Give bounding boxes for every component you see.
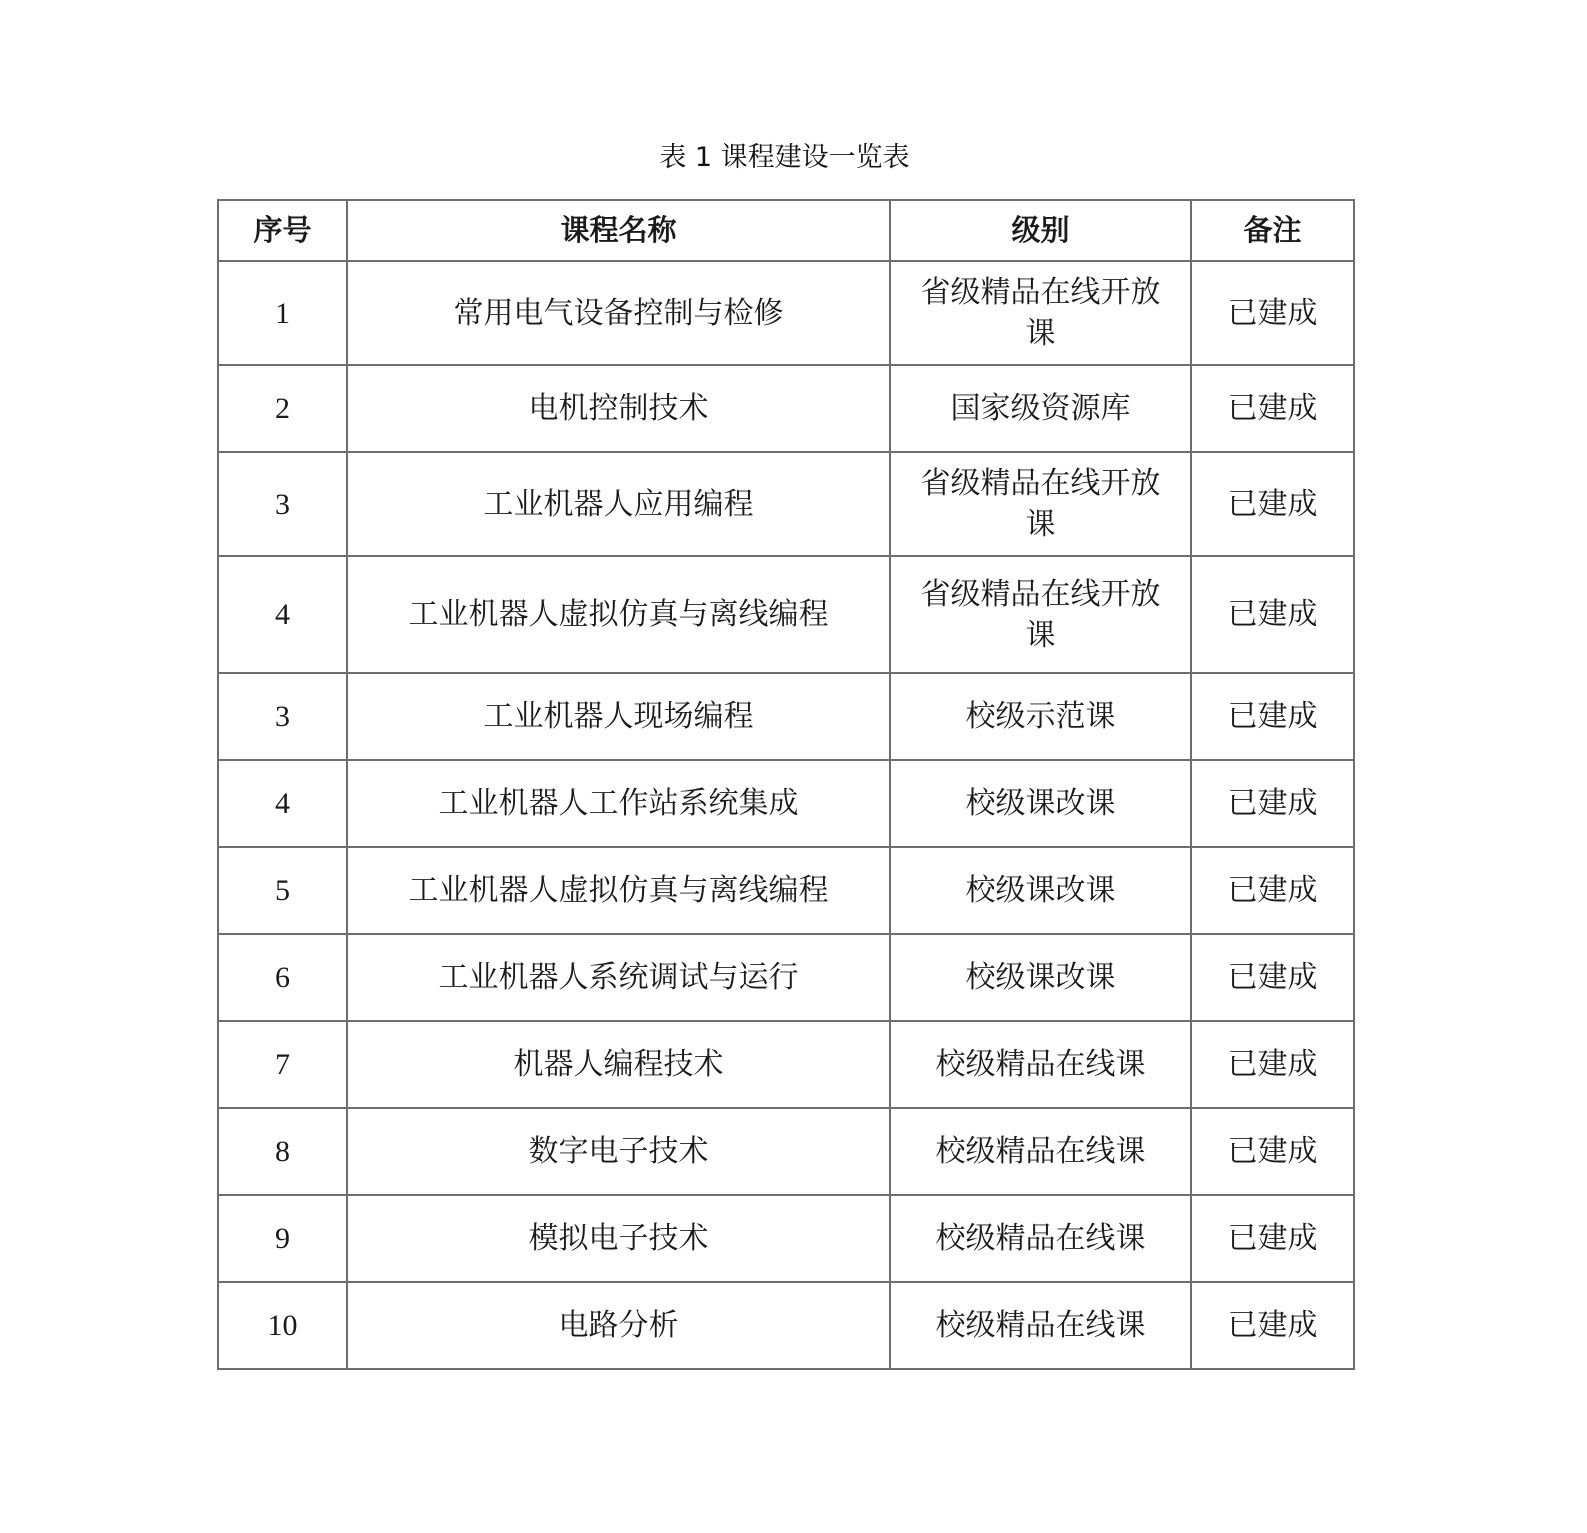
header-level: 级别 xyxy=(890,200,1191,261)
table-row xyxy=(218,1195,1354,1282)
cell-course-name: 工业机器人系统调试与运行 xyxy=(347,934,890,1021)
cell-course-name: 模拟电子技术 xyxy=(347,1195,890,1282)
cell-remarks: 已建成 xyxy=(1191,1108,1354,1195)
cell-remarks: 已建成 xyxy=(1191,673,1354,760)
cell-course-name: 数字电子技术 xyxy=(347,1108,890,1195)
cell-serial-number: 10 xyxy=(218,1282,347,1369)
cell-level: 校级课改课 xyxy=(890,934,1191,1021)
cell-remarks: 已建成 xyxy=(1191,847,1354,934)
cell-remarks: 已建成 xyxy=(1191,1195,1354,1282)
cell-remarks: 已建成 xyxy=(1191,261,1354,365)
table-caption: 表 1 课程建设一览表 xyxy=(659,142,910,173)
cell-level: 校级课改课 xyxy=(890,760,1191,847)
header-row xyxy=(218,200,1354,261)
cell-course-name: 机器人编程技术 xyxy=(347,1021,890,1108)
cell-serial-number: 7 xyxy=(218,1021,347,1108)
cell-serial-number: 2 xyxy=(218,365,347,452)
header-course-name: 课程名称 xyxy=(347,200,890,261)
table-row xyxy=(218,556,1354,673)
cell-level: 校级精品在线课 xyxy=(890,1282,1191,1369)
cell-serial-number: 3 xyxy=(218,673,347,760)
header-serial-number: 序号 xyxy=(218,200,347,261)
cell-serial-number: 3 xyxy=(218,452,347,556)
cell-remarks: 已建成 xyxy=(1191,452,1354,556)
header-remarks: 备注 xyxy=(1191,200,1354,261)
table-row xyxy=(218,1108,1354,1195)
cell-remarks: 已建成 xyxy=(1191,1282,1354,1369)
cell-course-name: 电路分析 xyxy=(347,1282,890,1369)
cell-level: 省级精品在线开放课 xyxy=(890,556,1191,673)
cell-course-name: 电机控制技术 xyxy=(347,365,890,452)
cell-serial-number: 6 xyxy=(218,934,347,1021)
table-row xyxy=(218,934,1354,1021)
cell-level: 校级精品在线课 xyxy=(890,1195,1191,1282)
cell-level: 省级精品在线开放课 xyxy=(890,452,1191,556)
cell-level: 校级精品在线课 xyxy=(890,1021,1191,1108)
cell-course-name: 常用电气设备控制与检修 xyxy=(347,261,890,365)
table-row xyxy=(218,261,1354,365)
cell-level: 校级示范课 xyxy=(890,673,1191,760)
cell-serial-number: 4 xyxy=(218,556,347,673)
table-body xyxy=(218,261,1354,1369)
cell-remarks: 已建成 xyxy=(1191,365,1354,452)
cell-level: 国家级资源库 xyxy=(890,365,1191,452)
cell-serial-number: 1 xyxy=(218,261,347,365)
course-table xyxy=(217,199,1355,1370)
cell-serial-number: 4 xyxy=(218,760,347,847)
cell-remarks: 已建成 xyxy=(1191,1021,1354,1108)
cell-level: 省级精品在线开放课 xyxy=(890,261,1191,365)
cell-course-name: 工业机器人虚拟仿真与离线编程 xyxy=(347,847,890,934)
table-row xyxy=(218,847,1354,934)
cell-course-name: 工业机器人工作站系统集成 xyxy=(347,760,890,847)
cell-course-name: 工业机器人虚拟仿真与离线编程 xyxy=(347,556,890,673)
table-row xyxy=(218,673,1354,760)
table-row xyxy=(218,760,1354,847)
cell-course-name: 工业机器人应用编程 xyxy=(347,452,890,556)
cell-serial-number: 5 xyxy=(218,847,347,934)
cell-serial-number: 9 xyxy=(218,1195,347,1282)
table-row xyxy=(218,365,1354,452)
cell-remarks: 已建成 xyxy=(1191,934,1354,1021)
cell-remarks: 已建成 xyxy=(1191,760,1354,847)
table-row xyxy=(218,1282,1354,1369)
cell-serial-number: 8 xyxy=(218,1108,347,1195)
cell-level: 校级精品在线课 xyxy=(890,1108,1191,1195)
cell-remarks: 已建成 xyxy=(1191,556,1354,673)
cell-level: 校级课改课 xyxy=(890,847,1191,934)
cell-course-name: 工业机器人现场编程 xyxy=(347,673,890,760)
table-row xyxy=(218,452,1354,556)
table-row xyxy=(218,1021,1354,1108)
